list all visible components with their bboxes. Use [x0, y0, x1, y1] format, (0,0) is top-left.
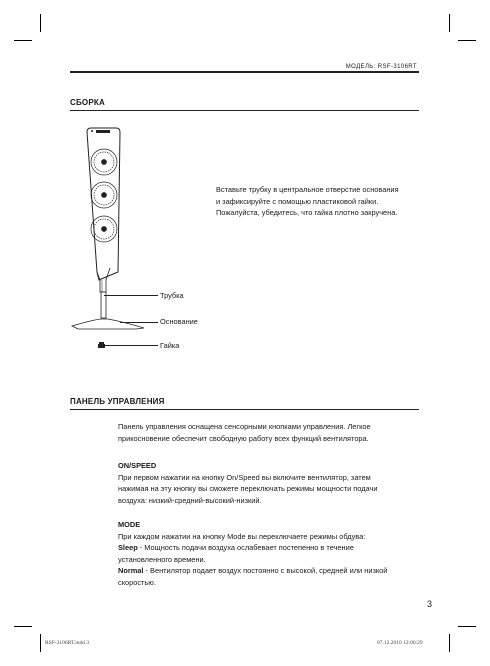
intro-line: Панель управления оснащена сенсорными кнопками управления. Легкое	[118, 422, 371, 431]
page-number: 3	[427, 599, 433, 609]
normal-text: - Вентилятор подает воздух постоянно с высокой, средней или низкой	[143, 566, 388, 576]
instruction-line: Вставьте трубку в центральное отверстие основания	[216, 185, 399, 194]
mode-block	[118, 519, 423, 589]
sleep-text: - Мощность подачи воздуха ослабевает постепенно в течение	[137, 543, 354, 553]
mode-line: При каждом нажатии на кнопку Mode вы переключаете режимы обдува:	[118, 531, 366, 541]
tube-label: Трубка	[160, 291, 184, 300]
model-header: МОДЕЛЬ: RSF-3106RT	[345, 64, 417, 70]
control-panel-title: ПАНЕЛЬ УПРАВЛЕНИЯ	[70, 397, 165, 406]
on-speed-line: воздуха: низкий-средний-высокий-низкий.	[118, 495, 262, 505]
crop-mark	[40, 634, 41, 652]
fan-illustration	[66, 122, 166, 352]
assembly-title: СБОРКА	[70, 98, 105, 107]
crop-mark	[449, 14, 450, 32]
crop-mark	[14, 40, 32, 41]
on-speed-heading: ON/SPEED	[118, 461, 157, 470]
crop-mark	[14, 626, 32, 627]
normal-line-2: скоростью.	[118, 577, 156, 587]
assembly-rule	[70, 110, 419, 111]
intro-line: прикосновение обеспечит свободную работу всех функций вентилятора.	[118, 433, 369, 443]
instruction-line: и зафиксируйте с помощью пластиковой гайки.	[216, 196, 379, 206]
crop-mark	[449, 634, 450, 652]
nut-leader	[105, 345, 158, 346]
on-speed-block	[118, 460, 423, 506]
header-rule	[70, 71, 419, 73]
on-speed-line: нажимая на эту кнопку вы сможете переключать режимы мощности подачи	[118, 484, 378, 494]
nut-label: Гайка	[160, 341, 180, 350]
sleep-line	[118, 542, 423, 554]
footer-file: RSF-3106RT.indd 3	[45, 640, 90, 646]
base-leader	[120, 322, 158, 323]
crop-mark	[458, 40, 476, 41]
tube-leader	[104, 295, 158, 296]
control-panel-intro	[118, 421, 423, 444]
instruction-line: Пожалуйста, убедитесь, что гайка плотно закручена.	[216, 208, 398, 218]
base-label: Основание	[160, 317, 198, 326]
control-panel-rule	[70, 409, 419, 410]
sleep-term: Sleep	[118, 543, 138, 553]
mode-heading: MODE	[118, 520, 141, 529]
on-speed-line: При первом нажатии на кнопку On/Speed вы включите вентилятор, затем	[118, 472, 371, 482]
crop-mark	[458, 626, 476, 627]
normal-line	[118, 565, 423, 577]
crop-mark	[40, 14, 41, 32]
normal-term: Normal	[118, 566, 144, 576]
sleep-line-2: установленного времени.	[118, 554, 206, 564]
assembly-instructions	[216, 184, 426, 219]
footer-timestamp: 07.12.2010 12:00:29	[377, 640, 423, 646]
